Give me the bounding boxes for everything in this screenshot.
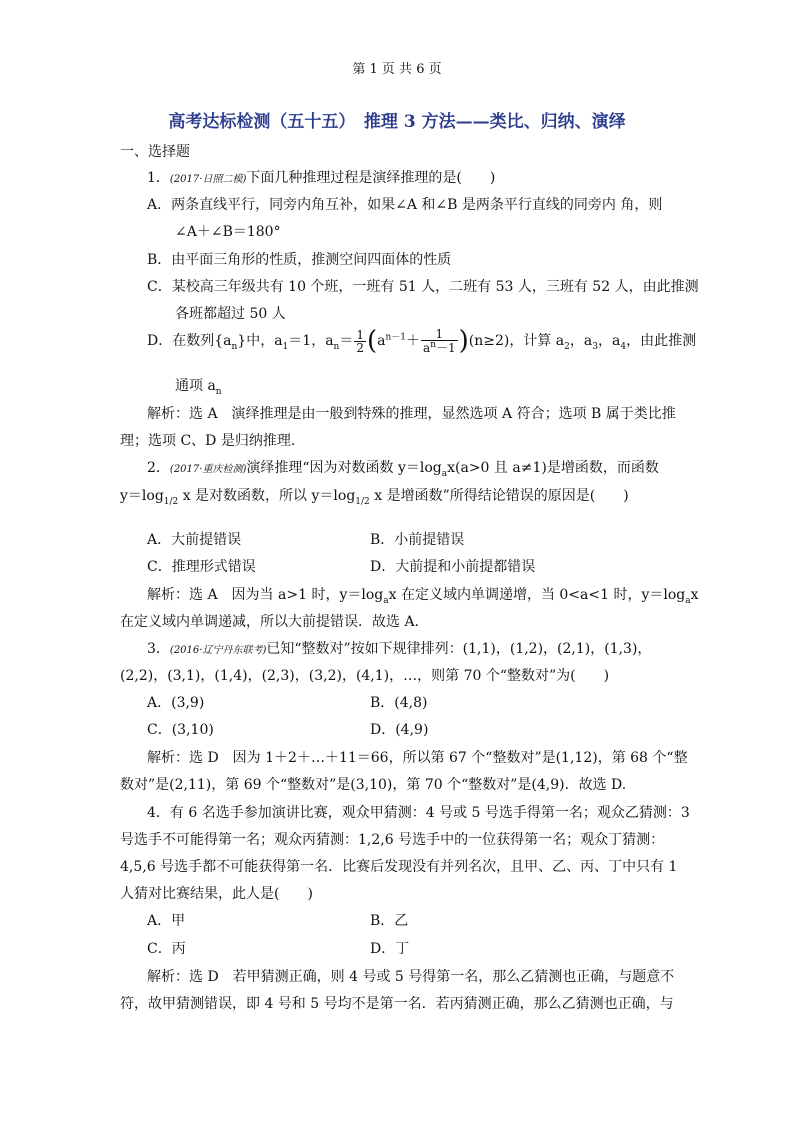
q2-text-3: y＝log <box>120 488 164 504</box>
q2-text-5: x 是增函数”所得结论错误的原因是( ) <box>369 488 629 504</box>
q1-option-d-cont <box>175 375 222 397</box>
q1-d-inner-exp: n－1 <box>385 332 407 343</box>
q2-ans-1: 解析：选 A 因为当 a>1 时，y＝log <box>147 587 384 603</box>
q1-number: 1． <box>147 170 170 186</box>
q1-d-sep: ， <box>569 333 584 349</box>
q1-analysis: 解析：选 A 演绎推理是由一般到特殊的推理，显然选项 A 符合；选项 B 属于类比推 <box>147 406 676 422</box>
q1-d-half-fraction <box>354 329 366 354</box>
q2-sub-a: a <box>441 468 448 479</box>
q1-d-frac-den-exp: n <box>430 340 436 350</box>
q4-option-b: B．乙 <box>370 913 409 929</box>
q1-d-text-2: }中，a <box>237 333 283 349</box>
q1-source: (2017·日照二模) <box>169 174 247 185</box>
q1-d-text-4: ＝ <box>339 333 354 349</box>
q1-d-sub: 3 <box>592 341 598 352</box>
q2-text-1: 演绎推理“因为对数函数 y＝log <box>246 460 442 476</box>
q3-number: 3． <box>147 641 170 657</box>
q4-option-a: A．甲 <box>147 913 186 929</box>
q2-option-b: B．小前提错误 <box>370 532 465 548</box>
q4-option-d: D．丁 <box>370 941 410 957</box>
page-header: 第 1 页 共 6 页 <box>352 62 442 77</box>
q1-d-sub: n <box>231 341 238 352</box>
q1-d-line2: 通项 a <box>175 378 216 394</box>
question-2-stem-cont <box>120 485 629 507</box>
q1-d-sub: 2 <box>564 341 570 352</box>
q1-text: 下面几种推理过程是演绎推理的是( ) <box>246 170 496 186</box>
question-4-stem-2: 号选手不可能得第一名；观众丙猜测：1,2,6 号选手中的一位获得第一名；观众丁猜测： <box>120 832 665 848</box>
q1-d-sep: ， <box>597 333 612 349</box>
q1-option-a: A．两条直线平行，同旁内角互补，如果∠A 和∠B 是两条平行直线的同旁内 角，则 <box>147 197 663 213</box>
page-title: 高考达标检测（五十五） 推理 3 方法——类比、归纳、演绎 <box>168 112 626 132</box>
q1-d-frac-den-tail: －1 <box>435 341 456 355</box>
q2-ans-2: x 在定义域内单调递增，当 0<a<1 时，y＝log <box>388 587 686 603</box>
q2-text-2: x(a>0 且 a≠1)是增函数，而函数 <box>447 460 659 476</box>
q2-sub-a: a <box>685 595 691 606</box>
q1-d-half-num: 1 <box>356 327 364 342</box>
section-heading: 一、选择题 <box>120 144 190 160</box>
question-2-stem <box>147 457 659 479</box>
q4-analysis-cont: 符，故甲猜测错误，即 4 号和 5 号均不是第一名．若丙猜测正确，那么乙猜测也正确，与 <box>120 996 674 1012</box>
q1-d-cond: (n≥2)，计算 a <box>468 333 565 349</box>
question-1-stem <box>147 167 495 187</box>
q1-d-sub: 4 <box>620 341 627 352</box>
q3-option-b: B．(4,8) <box>370 695 428 711</box>
q2-analysis-cont: 在定义域内单调递减，所以大前提错误．故选 A. <box>120 614 420 630</box>
q1-d-text-3: ＝1，a <box>288 333 334 349</box>
q3-option-c: C．(3,10) <box>147 722 214 738</box>
q1-d-frac-num: 1 <box>421 328 458 341</box>
q3-analysis: 解析：选 D 因为 1＋2＋…＋11＝66，所以第 67 个“整数对”是(1,12)，第 68 个“整 <box>147 750 688 766</box>
q2-text-4: x 是对数函数，所以 y＝log <box>178 488 356 504</box>
q1-d-open-paren: ( <box>366 326 378 356</box>
q4-analysis: 解析：选 D 若甲猜测正确，则 4 号或 5 号得第一名，那么乙猜测也正确，与题意不 <box>147 969 675 985</box>
question-3-stem-cont: (2,2)，(3,1)，(1,4)，(2,3)，(3,2)，(4,1)，…，则第 70 个“整数对”为( ) <box>120 668 610 684</box>
q2-option-d: D．大前提和小前提都错误 <box>370 559 536 575</box>
q3-option-a: A．(3,9) <box>147 695 205 711</box>
q1-d-frac-den-a: a <box>423 341 431 355</box>
q3-text-1: 已知“整数对”按如下规律排列：(1,1)，(1,2)，(2,1)，(1,3)， <box>266 641 652 657</box>
q1-d-close-paren: ) <box>458 326 469 356</box>
q1-d-half-den: 2 <box>356 340 364 355</box>
q1-d-fraction <box>421 328 458 354</box>
q1-option-a-cont: ∠A＋∠B＝180° <box>175 224 281 240</box>
q1-d-inner-a: a <box>377 333 386 349</box>
q3-analysis-cont: 数对”是(2,11)，第 69 个“整数对”是(3,10)，第 70 个“整数对”是(4,9)．故选 D. <box>120 777 627 793</box>
q2-ans-3: x <box>690 587 699 603</box>
q2-source: (2017·重庆检测) <box>169 464 247 475</box>
question-4-stem: 4．有 6 名选手参加演讲比赛，观众甲猜测：4 号或 5 号选手得第一名；观众乙猜测：3 <box>147 805 690 821</box>
q3-source: (2016·辽宁丹东联考) <box>169 645 267 656</box>
q4-option-c: C．丙 <box>147 941 186 957</box>
q2-number: 2． <box>147 460 170 476</box>
question-4-stem-3: 4,5,6 号选手都不可能获得第一名．比赛后发现没有并列名次，且甲、乙、丙、丁中只有 1 <box>120 859 678 875</box>
q1-option-d: D．在数列$\{a_n\}$中，$a_1=1$，$a_n=$ $\frac{1}{2}$ ($a^{n-1}+$ $\frac{1}{a^n-1}$ )(n≥2)，计算 $a_2$，$a_3$，$a_4$，由此推测 <box>147 326 697 356</box>
q1-analysis-cont: 理；选项 C、D 是归纳推理. <box>120 433 296 449</box>
q1-option-b: B．由平面三角形的性质，推测空间四面体的性质 <box>147 252 452 268</box>
q2-option-c: C．推理形式错误 <box>147 559 256 575</box>
question-3-stem <box>147 638 651 658</box>
q1-d-tail: ，由此推测 <box>626 333 697 349</box>
question-4-stem-4: 人猜对比赛结果，此人是( ) <box>120 886 313 902</box>
q2-analysis <box>147 584 699 606</box>
q1-d-sub: 1 <box>282 341 289 352</box>
q2-sub-a: a <box>383 595 389 606</box>
q2-sub-half: 1/2 <box>355 496 370 507</box>
q1-d-sub: n <box>333 341 340 352</box>
q1-option-c-cont: 各班都超过 50 人 <box>175 306 286 322</box>
q2-option-a: A．大前提错误 <box>147 532 242 548</box>
q2-sub-half: 1/2 <box>163 496 179 507</box>
q1-d-plus: ＋ <box>406 333 421 349</box>
q1-d-frac-den <box>421 341 458 354</box>
q1-d-text-1: D．在数列{a <box>147 333 232 349</box>
q1-option-c: C．某校高三年级共有 10 个班，一班有 51 人，二班有 53 人，三班有 52 人，由此推测 <box>147 279 699 295</box>
q3-option-d: D．(4,9) <box>370 722 429 738</box>
q1-d-sub: n <box>215 386 222 397</box>
